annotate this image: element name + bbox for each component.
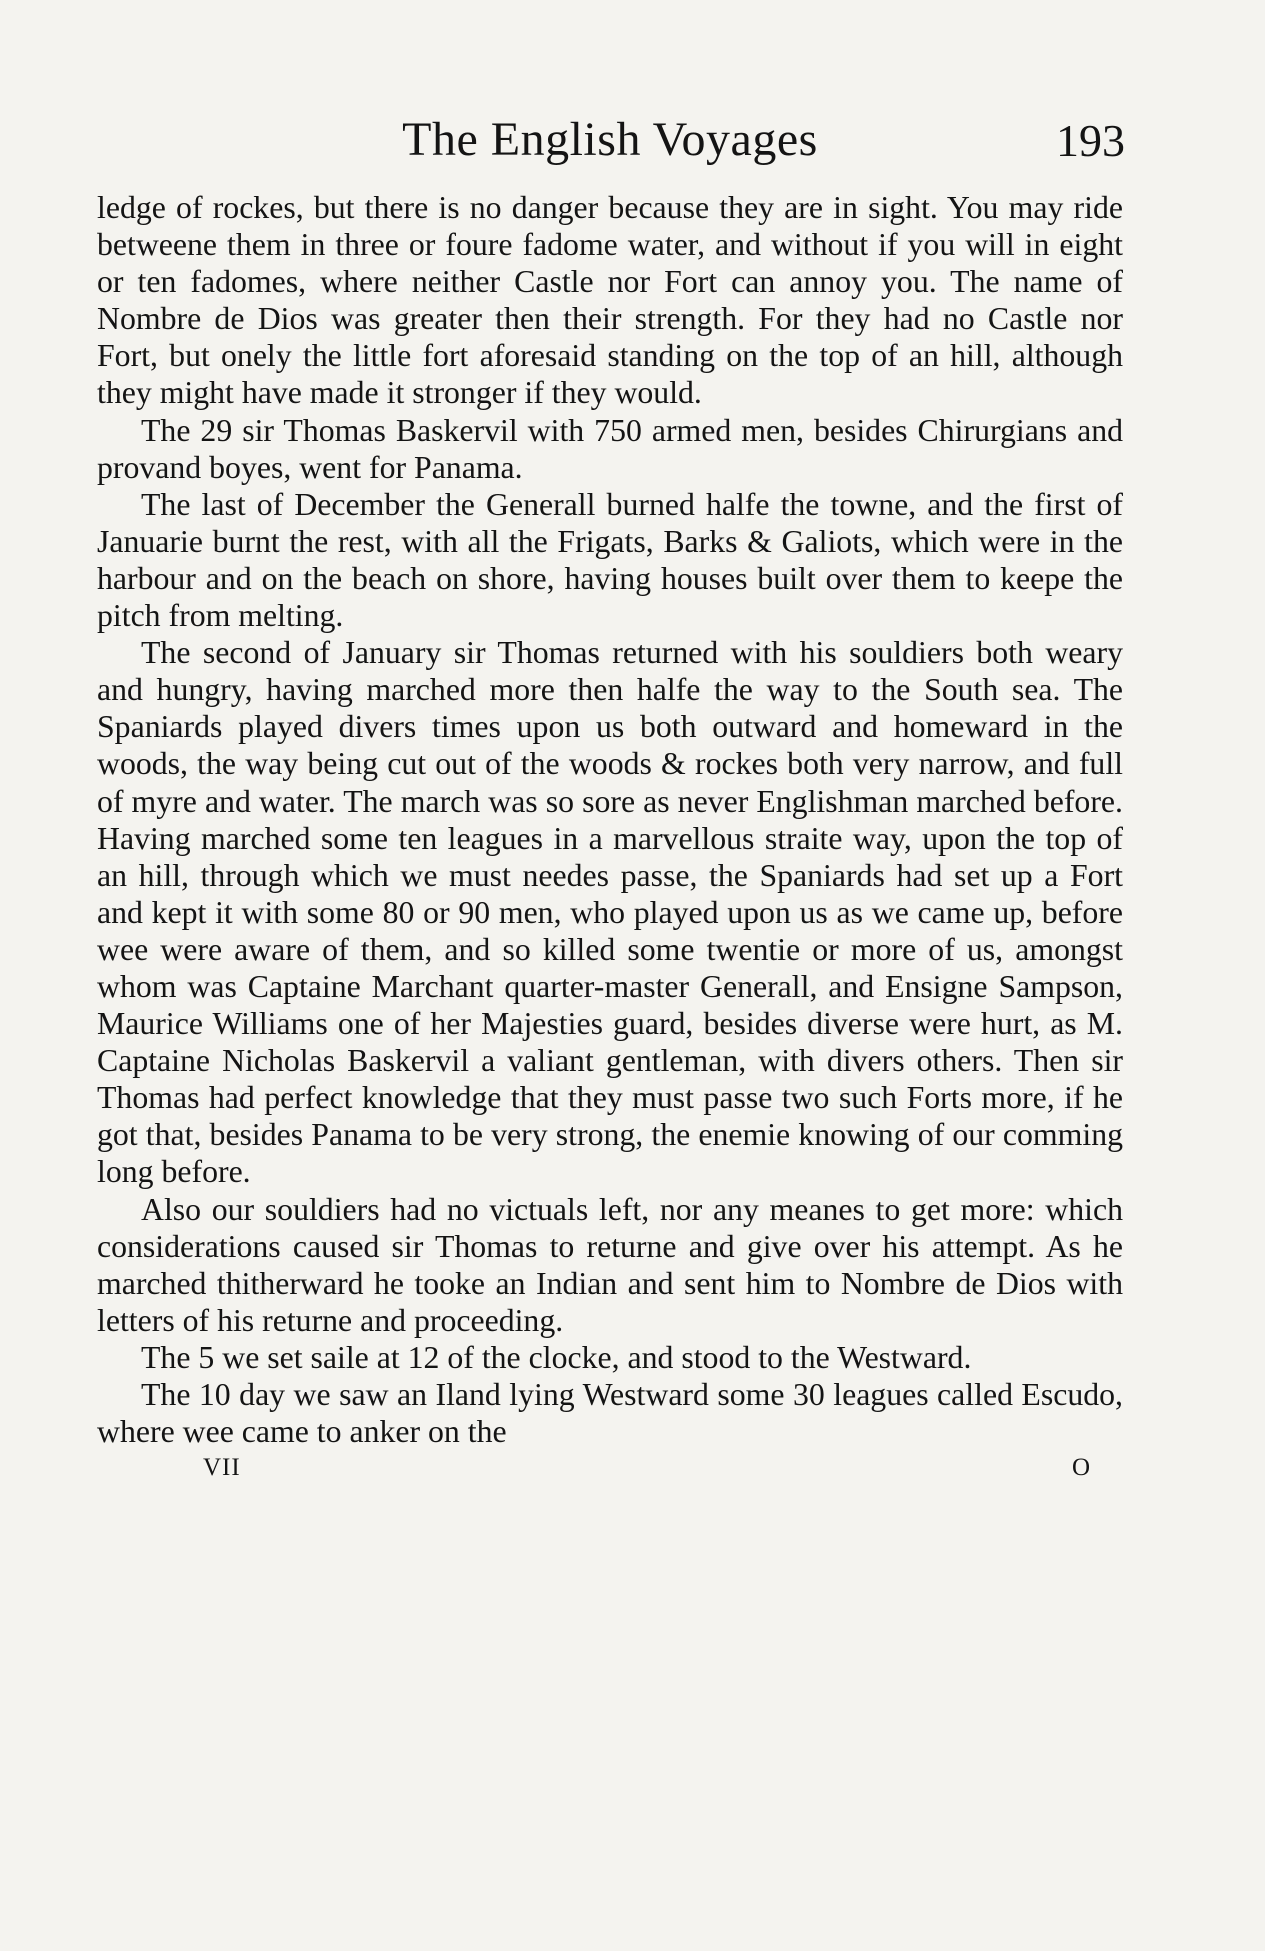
page-number: 193 [1056,115,1125,166]
body-text [97,189,1123,1450]
volume-signature: VII [203,1454,241,1482]
book-page [97,112,1123,1492]
paragraph-victuals: Also our souldiers had no victuals left, nor any meanes to get more: which considerations caused sir Thomas to returne and give over his attempt. As he marched thitherward he tooke an Indian and sent him to Nombre de Dios with letters of his returne and proceeding. [97,1191,1123,1338]
paragraph-escudo: The 10 day we saw an Iland lying Westward some 30 leagues called Escudo, where wee came to anker on the [97,1377,1123,1450]
paragraph-return-march: The second of January sir Thomas returned with his souldiers both weary and hungry, having marched more then halfe the way to the South sea. The Spaniards played divers times upon us both outward and homeward in the woods, the way being cut out of the woods & rockes both very narrow, and full of myre and water. The march was so sore as never Englishman marched before. Having marched some ten leagues in a marvellous straite way, upon the top of an hill, through which we must needes passe, the Spaniards had set up a Fort and kept it with some 80 or 90 men, who played upon us as we came up, before wee were aware of them, and so killed some twentie or more of us, amongst whom was Captaine Marchant quarter-master Generall, and Ensigne Sampson, Maurice Williams one of her Majesties guard, besides diverse were hurt, as M. Captaine Nicholas Baskervil a valiant gentleman, with divers others. Then sir Thomas had perfect knowledge that they must passe two such Forts more, if he got that, besides Panama to be very strong, the enemie knowing of our comming long before. [97,635,1123,1190]
page-header [97,112,1123,182]
paragraph-set-saile: The 5 we set saile at 12 of the clocke, and stood to the Westward. [141,1339,972,1375]
paragraph-baskervil-panama: The 29 sir Thomas Baskervil with 750 armed men, besides Chirurgians and provand boyes, went for Panama. [97,412,1123,485]
paragraph-continued: ledge of rockes, but there is no danger because they are in sight. You may ride betweene them in three or foure fadome water, and without if you will in eight or ten fadomes, where neither Castle nor Fort can annoy you. The name of Nombre de Dios was greater then their strength. For they had no Castle nor Fort, but onely the little fort aforesaid standing on the top of an hill, although they might have made it stronger if they would. [97,190,1123,411]
running-title: The English Voyages [402,113,818,166]
gathering-signature: O [1071,1454,1090,1482]
paragraph-burning-towne: The last of December the Generall burned halfe the towne, and the first of Januarie burnt the rest, with all the Frigats, Barks & Galiots, which were in the harbour and on the beach on shore, having houses built over them to keepe the pitch from melting. [97,486,1123,634]
page-footer [97,1452,1123,1492]
